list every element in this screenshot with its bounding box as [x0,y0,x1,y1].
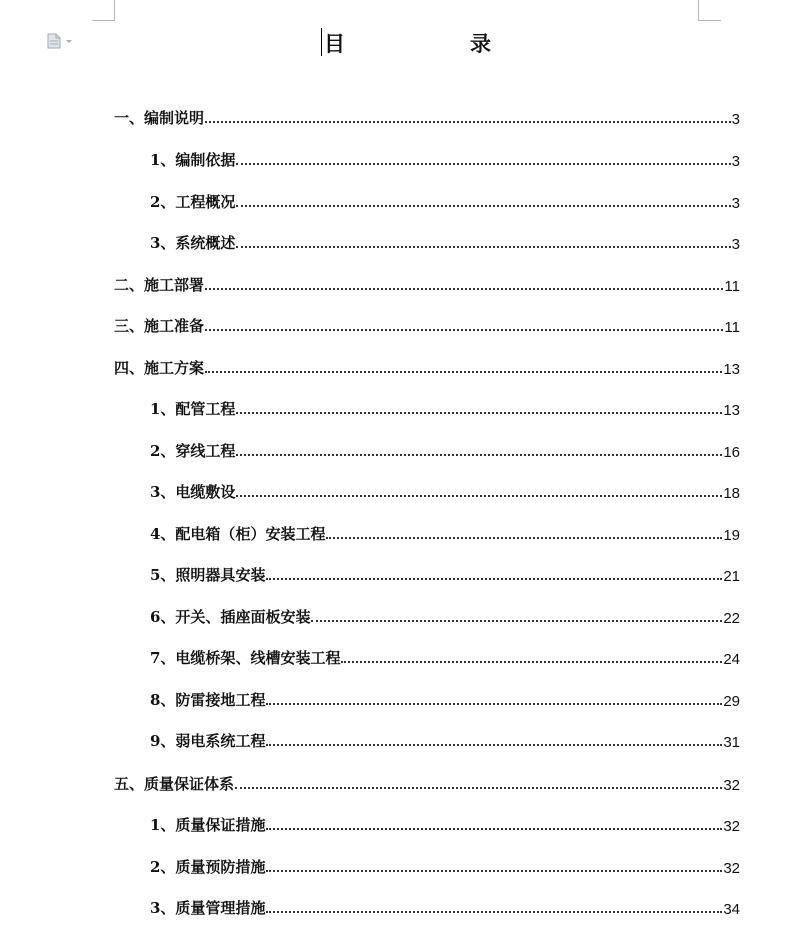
toc-entry-label: 4、配电箱（柜）安装工程 [150,525,326,543]
toc-entry-label: 2、穿线工程 [150,442,236,460]
toc-dot-leader [205,370,722,373]
toc-entry[interactable] [114,312,740,336]
toc-entry-label: 3、质量管理措施 [150,899,266,917]
toc-dot-leader [236,453,722,456]
toc-dot-leader [235,786,722,789]
toc-page-number: 18 [723,485,740,502]
toc-entry[interactable] [150,561,740,585]
toc-entry-label: 9、弱电系统工程 [150,732,266,750]
toc-page-number: 32 [723,777,740,794]
toc-entry-label: 3、系统概述 [150,234,236,252]
toc-entry-label: 2、质量预防措施 [150,858,266,876]
toc-page-number: 34 [723,901,740,918]
toc-dot-leader [341,660,722,663]
toc-page-number: 3 [731,195,740,212]
toc-dot-leader [266,702,722,705]
toc-page-number: 22 [723,610,740,627]
toc-entry-label: 三、施工准备 [114,317,205,335]
toc-entry-label: 五、质量保证体系 [114,775,235,793]
toc-page-number: 13 [723,361,740,378]
toc-dot-leader [266,910,722,913]
toc-title [324,26,504,58]
toc-entry-label: 7、电缆桥架、线槽安装工程 [150,649,341,667]
toc-dot-leader [266,869,722,872]
toc-entry[interactable] [150,644,740,668]
document-icon[interactable] [46,33,76,49]
toc-dot-leader [236,204,730,207]
toc-page-number: 11 [724,278,740,295]
crop-mark-right [698,0,721,21]
toc-entry[interactable] [150,395,740,419]
toc-dot-leader [266,577,722,580]
toc-entry-label: 二、施工部署 [114,276,205,294]
toc-page-number: 24 [723,651,740,668]
toc-entry-label: 3、电缆敷设 [150,483,236,501]
toc-entry[interactable] [114,104,740,128]
toc-entry[interactable] [114,354,740,378]
toc-entry[interactable] [150,146,740,170]
toc-title-char-1: 目 [324,31,345,56]
toc-entry-label: 四、施工方案 [114,359,205,377]
toc-entry-label: 6、开关、插座面板安装 [150,608,311,626]
toc-entry[interactable] [150,188,740,212]
toc-dot-leader [205,120,731,123]
toc-page-number: 32 [723,818,740,835]
toc-entry[interactable] [150,437,740,461]
toc-page-number: 21 [723,568,740,585]
toc-entry-label: 2、工程概况 [150,193,236,211]
toc-dot-leader [266,827,722,830]
toc-dot-leader [326,536,722,539]
toc-page-number: 19 [723,527,740,544]
toc-entry[interactable] [150,603,740,627]
toc-page-number: 3 [731,111,740,128]
toc-entry[interactable] [150,853,740,877]
crop-mark-left [92,0,115,21]
toc-entry[interactable] [150,811,740,835]
toc-page-number: 29 [723,693,740,710]
toc-page-number: 13 [723,402,740,419]
text-cursor [321,28,322,56]
toc-dot-leader [266,743,722,746]
toc-dot-leader [205,328,723,331]
toc-dot-leader [236,411,722,414]
toc-entry-label: 8、防雷接地工程 [150,691,266,709]
toc-entry-label: 1、编制依据 [150,151,236,169]
toc-entry[interactable] [150,727,740,751]
toc-entry-label: 5、照明器具安装 [150,566,266,584]
toc-page-number: 3 [731,236,740,253]
toc-entry-label: 1、质量保证措施 [150,816,266,834]
toc-page-number: 32 [723,860,740,877]
toc-entry[interactable] [150,229,740,253]
toc-title-char-2: 录 [470,31,491,56]
toc-entry-label: 1、配管工程 [150,400,236,418]
toc-entry[interactable] [150,520,740,544]
toc-entry[interactable] [150,686,740,710]
toc-entry[interactable] [114,770,740,794]
toc-dot-leader [236,494,722,497]
toc-page-number: 31 [723,734,740,751]
toc-dot-leader [236,162,730,165]
toc-dot-leader [311,619,722,622]
toc-dot-leader [205,287,723,290]
toc-page-number: 11 [724,319,740,336]
toc-page-number: 16 [723,444,740,461]
toc-entry[interactable] [150,478,740,502]
toc-entry-label: 一、编制说明 [114,109,205,127]
toc-entry[interactable] [150,894,740,918]
toc-entry[interactable] [114,271,740,295]
toc-page-number: 3 [731,153,740,170]
toc-dot-leader [236,245,730,248]
